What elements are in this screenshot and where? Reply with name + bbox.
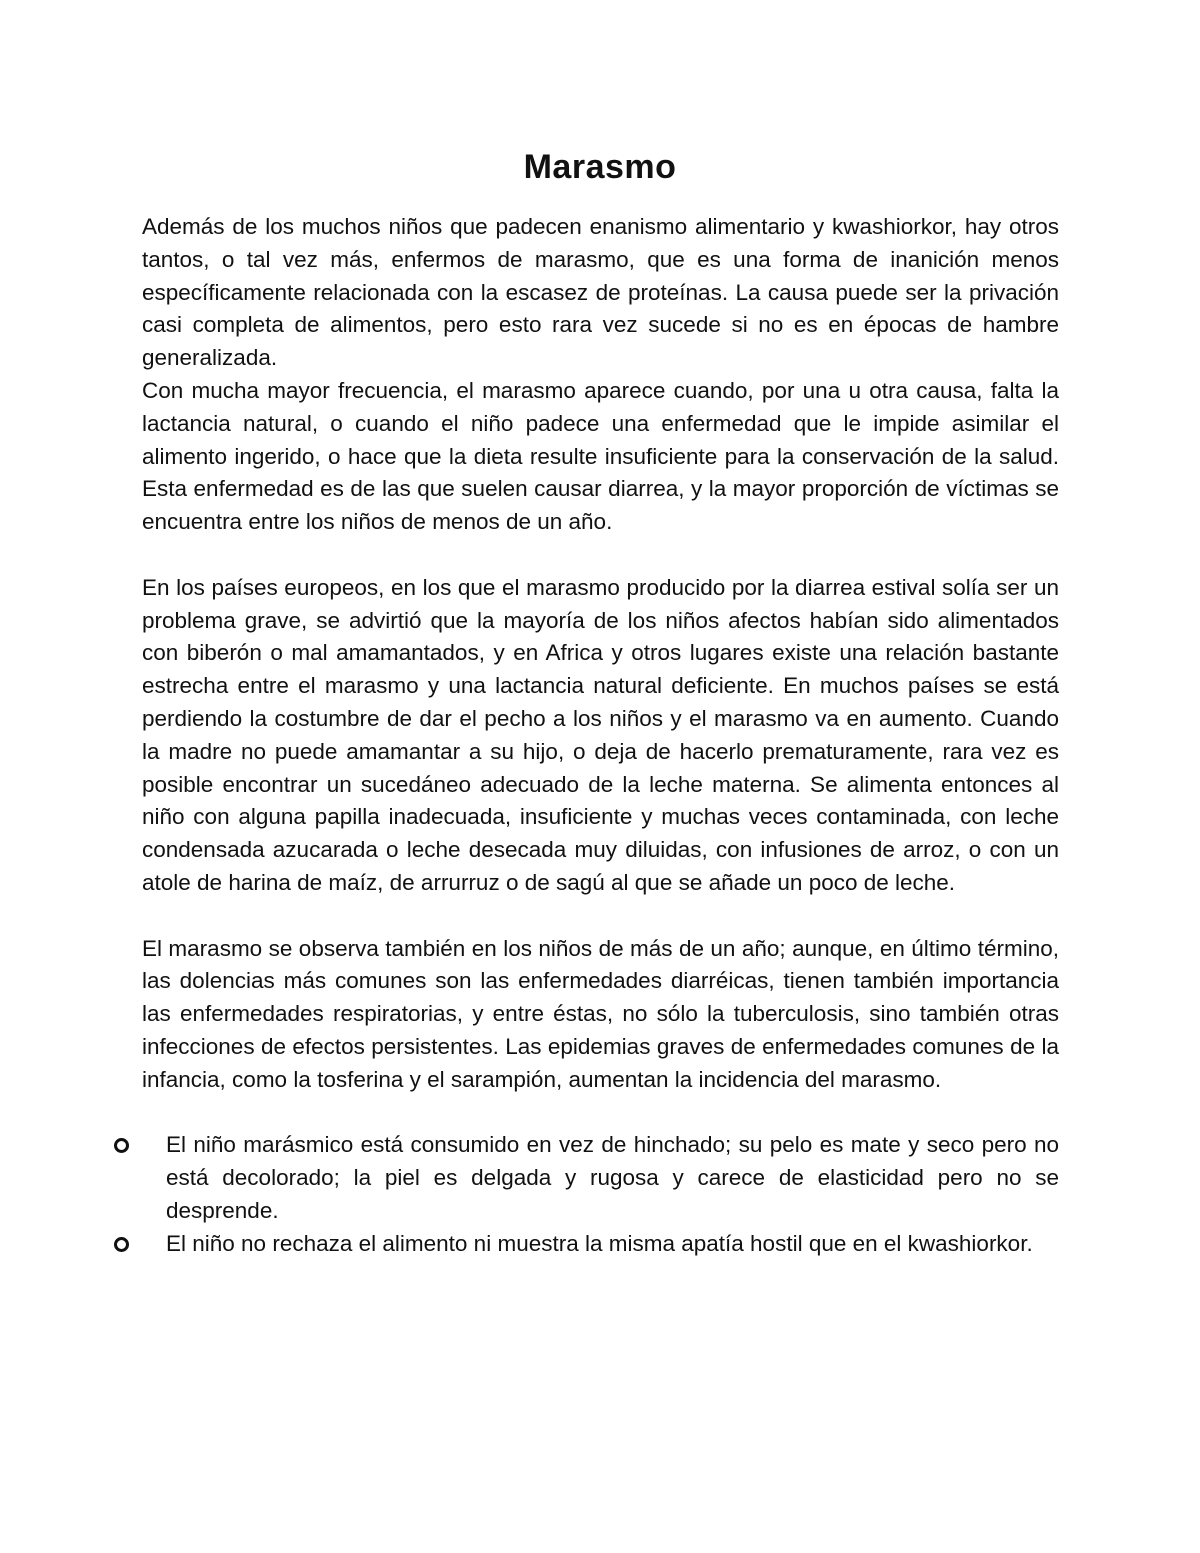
paragraph-spacer [142,539,1059,572]
paragraph-spacer [142,1097,1059,1130]
bullet-list [142,1129,1059,1260]
hollow-circle-bullet-icon [114,1138,129,1153]
bullet-item-1 [142,1129,1059,1227]
bullet-item-2 [142,1228,1059,1261]
paragraph-1: Además de los muchos niños que padecen enanismo alimentario y kwashiorkor, hay otros tantos, o tal vez más, enfermos de marasmo, que es una forma de inanición menos específicamente relacionada con la escasez de proteínas. La causa puede ser la privación casi completa de alimentos, pero esto rara vez sucede si no es en épocas de hambre generalizada. [142,214,1059,371]
page-title: Marasmo [523,148,677,186]
bullet-text-2: El niño no rechaza el alimento ni muestra la misma apatía hostil que en el kwashiorkor. [166,1230,1033,1256]
hollow-circle-bullet-icon [114,1237,129,1252]
bullet-text-1: El niño marásmico está consumido en vez de hinchado; su pelo es mate y seco pero no está decolorado; la piel es delgada y rugosa y carece de elasticidad pero no se desprende. [166,1132,1059,1223]
document-body [142,211,1059,1261]
paragraph-3: En los países europeos, en los que el marasmo producido por la diarrea estival solía ser un problema grave, se advirtió que la mayoría de los niños afectos habían sido alimentados con biberón o mal amamantados, y en Africa y otros lugares existe una relación bastante estrecha entre el marasmo y una lactancia natural deficiente. En muchos países se está perdiendo la costumbre de dar el pecho a los niños y el marasmo va en aumento. Cuando la madre no puede amamantar a su hijo, o deja de hacerlo prematuramente, rara vez es posible encontrar un sucedáneo adecuado de la leche materna. Se alimenta entonces al niño con alguna papilla inadecuada, insuficiente y muchas veces contaminada, con leche condensada azucarada o leche desecada muy diluidas, con infusiones de arroz, o con un atole de harina de maíz, de arrurruz o de sagú al que se añade un poco de leche. [142,574,1059,895]
paragraph-2: Con mucha mayor frecuencia, el marasmo aparece cuando, por una u otra causa, falta la lactancia natural, o cuando el niño padece una enfermedad que le impide asimilar el alimento ingerido, o hace que la dieta resulte insuficiente para la conservación de la salud. Esta enfermedad es de las que suelen causar diarrea, y la mayor proporción de víctimas se encuentra entre los niños de menos de un año. [142,377,1059,535]
paragraph-4: El marasmo se observa también en los niños de más de un año; aunque, en último término, las dolencias más comunes son las enfermedades diarréicas, tienen también importancia las enfermedades respiratorias, y entre éstas, no sólo la tuberculosis, sino también otras infecciones de efectos persistentes. Las epidemias graves de enfermedades comunes de la infancia, como la tosferina y el sarampión, aumentan la incidencia del marasmo. [142,935,1059,1092]
paragraph-spacer [142,900,1059,933]
